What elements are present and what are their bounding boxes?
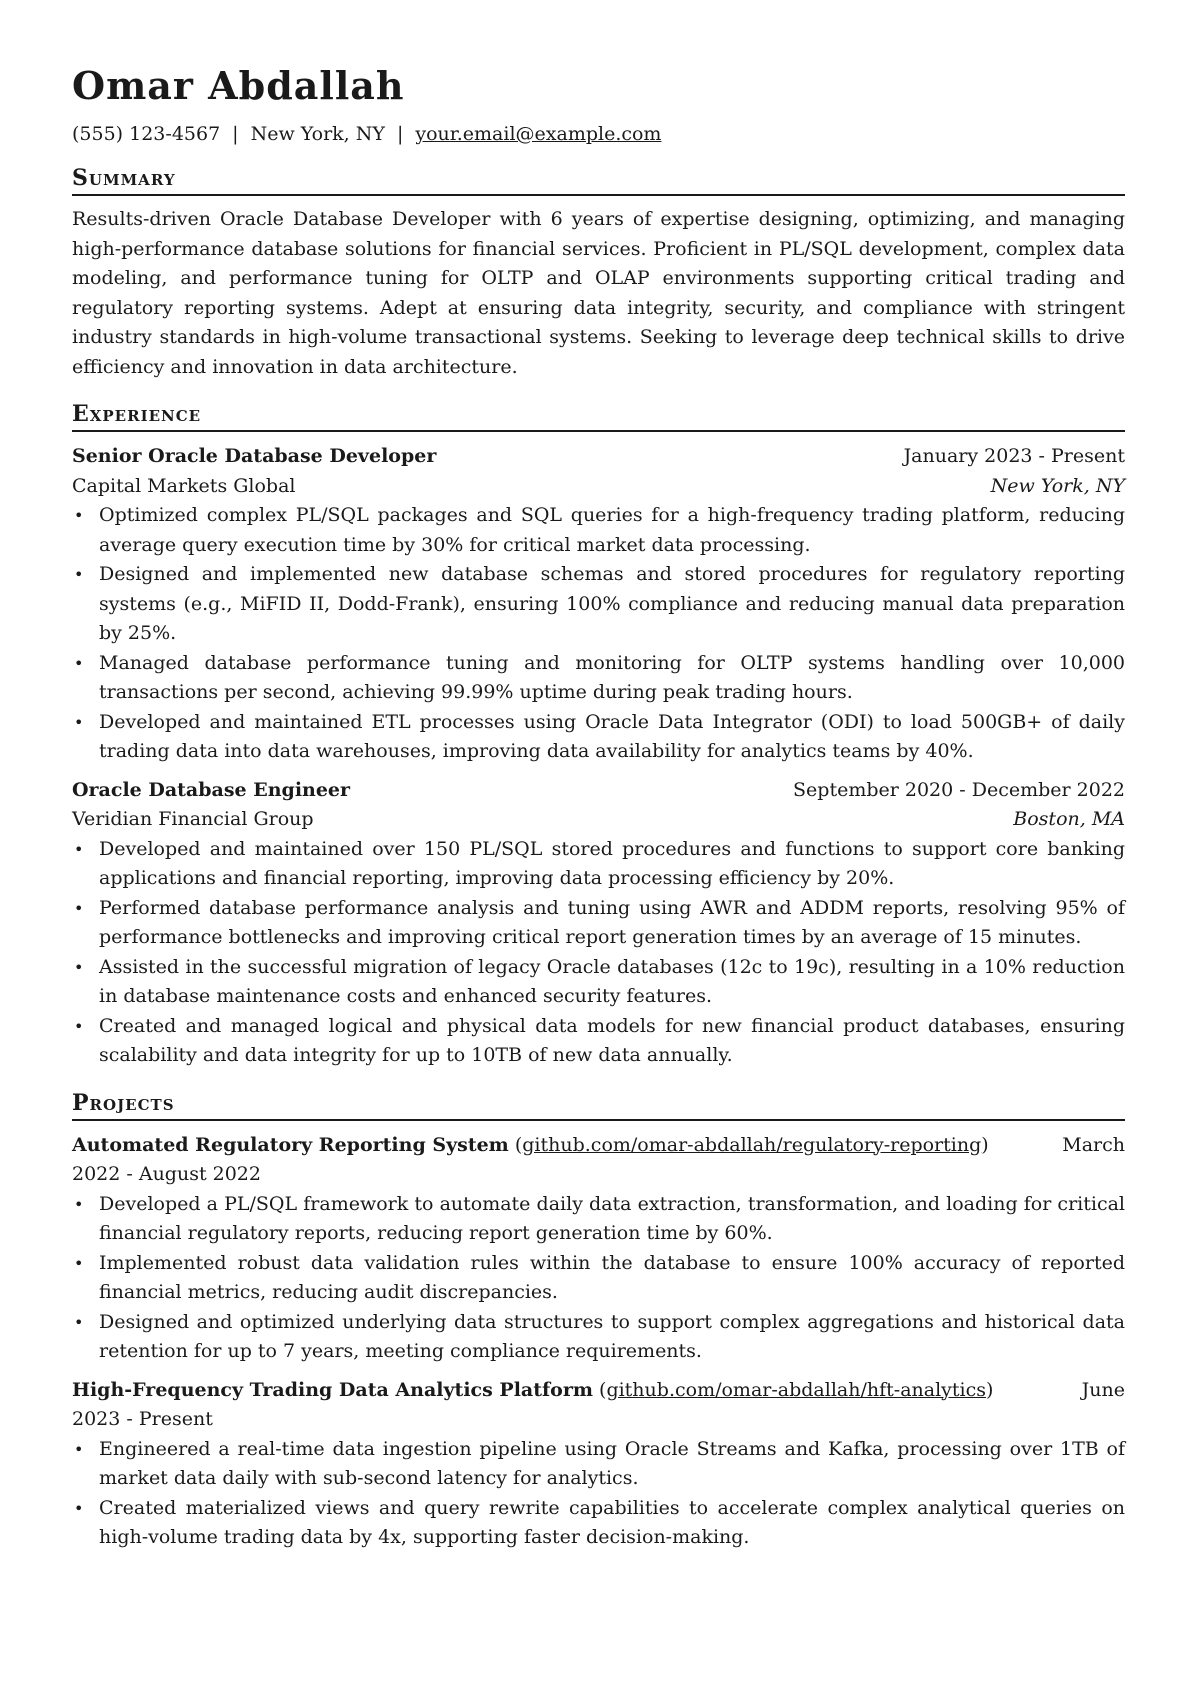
project-name: High-Frequency Trading Data Analytics Platform <box>72 1378 593 1401</box>
separator: | <box>232 123 239 145</box>
bullet-item: • Developed a PL/SQL framework to automate daily data extraction, transformation, and loading for critical financial regulatory reports, reducing report generation time by 60%. <box>99 1190 1125 1249</box>
project-date-start: March <box>1062 1133 1125 1156</box>
email-link[interactable]: your.email@example.com <box>415 123 662 145</box>
bullet-item: • Engineered a real-time data ingestion pipeline using Oracle Streams and Kafka, processing over 1TB of market data daily with sub-second latency for analytics. <box>99 1435 1125 1494</box>
bullet-item: • Managed database performance tuning and monitoring for OLTP systems handling over 10,000 transactions per second, achieving 99.99% uptime during peak trading hours. <box>99 649 1125 708</box>
bullet-item: • Created materialized views and query rewrite capabilities to accelerate complex analytical queries on high-volume trading data by 4x, supporting faster decision-making. <box>99 1494 1125 1553</box>
project-entry: June High-Frequency Trading Data Analytics Platform (github.com/omar-abdallah/hft-analytics) 2023 - Present • Engineered a real-time data ingestion pipeline using Oracle Streams and Kafka, processing over 1TB of market data daily with sub-second latency for analytics. • Created materialized views and query rewrite capabilities to accelerate complex analytical queries on high-volume trading data by 4x, supporting faster decision-making. <box>72 1376 1125 1553</box>
project-name: Automated Regulatory Reporting System <box>72 1133 509 1156</box>
summary-text: Results-driven Oracle Database Developer with 6 years of expertise designing, optimizing, and managing high-performance database solutions for financial services. Proficient in PL/SQL development, complex data modeling, and performance tuning for OLTP and OLAP environments supporting critical trading and regulatory reporting systems. Adept at ensuring data integrity, security, and compliance with stringent industry standards in high-volume transactional systems. Seeking to leverage deep technical skills to drive efficiency and innovation in data architecture. <box>72 208 1125 378</box>
candidate-name: Omar Abdallah <box>72 63 405 108</box>
job-dates: September 2020 - December 2022 <box>793 778 1125 801</box>
job-location: Boston, MA <box>1013 808 1125 830</box>
project-date-rest: 2022 - August 2022 <box>72 1163 261 1185</box>
bullet-item: • Designed and optimized underlying data structures to support complex aggregations and historical data retention for up to 7 years, meeting compliance requirements. <box>99 1308 1125 1367</box>
section-title-summary: Summary <box>72 164 1125 196</box>
experience-entry <box>72 442 1125 767</box>
bullet-item: • Assisted in the successful migration of legacy Oracle databases (12c to 19c), resulting in a 10% reduction in database maintenance costs and enhanced security features. <box>99 953 1125 1012</box>
phone: (555) 123-4567 <box>72 123 221 145</box>
bullet-item: • Developed and maintained ETL processes using Oracle Data Integrator (ODI) to load 500GB+ of daily trading data into data warehouses, improving data availability for analytics teams by 40%. <box>99 708 1125 767</box>
bullet-item: • Optimized complex PL/SQL packages and SQL queries for a high-frequency trading platform, reducing average query execution time by 30% for critical market data processing. <box>99 501 1125 560</box>
bullet-list <box>72 835 1125 1071</box>
section-title-projects: Projects <box>72 1089 1125 1121</box>
bullet-list <box>72 1190 1125 1367</box>
project-date-start: June <box>1081 1378 1125 1401</box>
job-dates: January 2023 - Present <box>903 445 1125 467</box>
bullet-list <box>72 501 1125 767</box>
company-name: Veridian Financial Group <box>72 808 314 830</box>
project-date-rest: 2023 - Present <box>72 1408 213 1430</box>
bullet-list <box>72 1435 1125 1553</box>
job-title: Oracle Database Engineer <box>72 778 351 801</box>
location: New York, NY <box>250 123 385 145</box>
contact-line <box>72 122 1125 146</box>
bullet-item: • Performed database performance analysis and tuning using AWR and ADDM reports, resolving 95% of performance bottlenecks and improving critical report generation times by an average of 15 minutes. <box>99 894 1125 953</box>
project-link[interactable]: github.com/omar-abdallah/regulatory-reporting <box>522 1133 982 1156</box>
resume-page <box>72 58 1125 1553</box>
bullet-item: • Designed and implemented new database schemas and stored procedures for regulatory reporting systems (e.g., MiFID II, Dodd-Frank), ensuring 100% compliance and reducing manual data preparation by 25%. <box>99 560 1125 649</box>
bullet-item: • Created and managed logical and physical data models for new financial product databases, ensuring scalability and data integrity for up to 10TB of new data annually. <box>99 1012 1125 1071</box>
separator: | <box>396 123 404 145</box>
section-title-experience: Experience <box>72 400 1125 432</box>
bullet-item: • Developed and maintained over 150 PL/SQL stored procedures and functions to support core banking applications and financial reporting, improving data processing efficiency by 20%. <box>99 835 1125 894</box>
project-link[interactable]: github.com/omar-abdallah/hft-analytics <box>606 1378 987 1401</box>
experience-entry <box>72 776 1125 1071</box>
company-name: Capital Markets Global <box>72 474 296 497</box>
job-location: New York, NY <box>990 474 1125 497</box>
bullet-item: • Implemented robust data validation rules within the database to ensure 100% accuracy of reported financial metrics, reducing audit discrepancies. <box>99 1249 1125 1308</box>
job-title: Senior Oracle Database Developer <box>72 445 437 467</box>
project-entry: March Automated Regulatory Reporting System (github.com/omar-abdallah/regulatory-reporting) 2022 - August 2022 • Developed a PL/SQL framework to automate daily data extraction, transformation, and loading for critical financial regulatory reports, reducing report generation time by 60%. • Implemented robust data validation rules within the database to ensure 100% accuracy of reported financial metrics, reducing audit discrepancies. • Designed and optimized underlying data structures to support complex aggregations and historical data retention for up to 7 years, meeting compliance requirements. <box>72 1131 1125 1367</box>
